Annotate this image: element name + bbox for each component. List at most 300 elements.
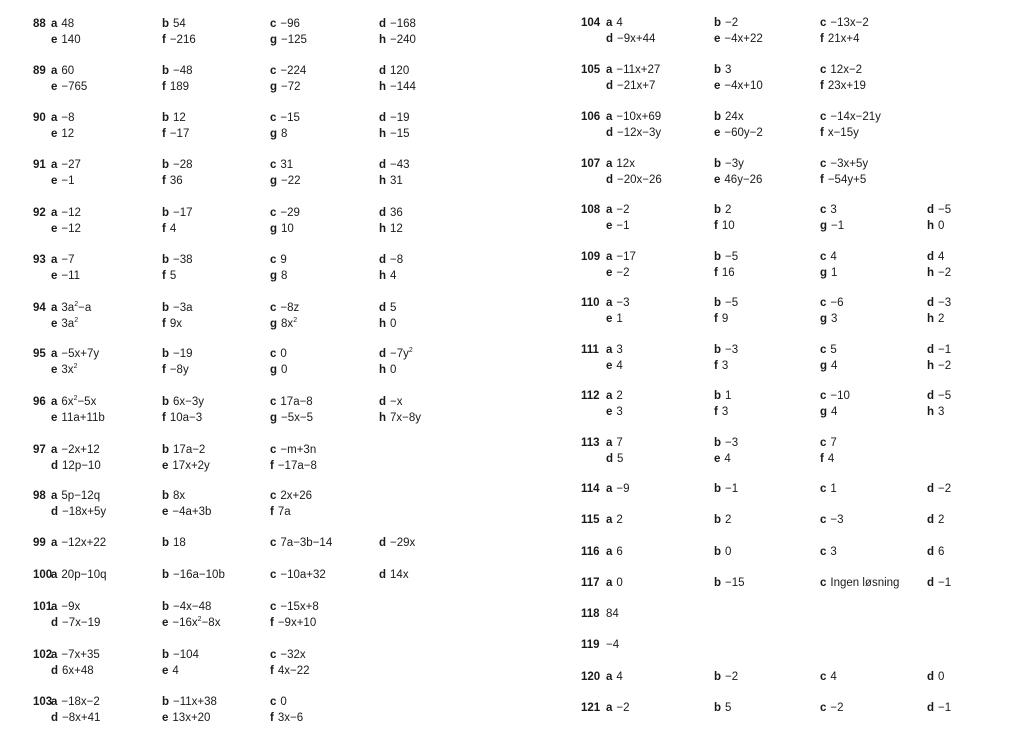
answer-value: −765 [61, 81, 88, 93]
answer-110-h [927, 311, 944, 327]
answer-letter: a [606, 111, 613, 123]
answer-91-g [270, 173, 301, 189]
exercise-number: 97 [33, 444, 46, 456]
answer-letter: f [162, 412, 166, 424]
answer-letter: f [820, 174, 824, 186]
answer-value: 12x−2 [830, 64, 863, 76]
answer-letter: g [270, 175, 278, 187]
answer-value: −15 [390, 128, 410, 140]
answer-value: −2 [938, 360, 952, 372]
answer-letter: c [820, 390, 827, 402]
answer-letter: c [820, 514, 827, 526]
answer-90-a [51, 110, 75, 126]
answer-115-a [606, 512, 623, 528]
answer-letter: d [379, 302, 387, 314]
answer-letter: b [714, 577, 722, 589]
answer-letter: e [714, 127, 721, 139]
answer-letter: b [162, 649, 170, 661]
answer-value: 24x [725, 111, 744, 123]
answer-104-b [714, 15, 738, 31]
answer-value: 120 [390, 65, 410, 77]
answer-value: 5 [169, 270, 177, 282]
answer-value: −1 [831, 220, 845, 232]
answer-97-f [270, 458, 317, 474]
answer-value: 189 [169, 81, 190, 93]
answer-111-g [820, 358, 837, 374]
answer-value: 9 [280, 254, 287, 266]
answer-value: −4x+10 [724, 80, 763, 92]
answer-value: Ingen løsning [830, 577, 900, 589]
answer-letter: a [51, 649, 58, 661]
answer-110-b [714, 295, 738, 311]
answer-value: 2 [616, 514, 623, 526]
answer-value: 4 [938, 251, 945, 263]
answer-value: −168 [390, 18, 416, 30]
answer-letter: e [606, 360, 613, 372]
answer-value: 2 [725, 514, 732, 526]
answer-88-a [51, 16, 74, 32]
answer-value: 4x−22 [277, 665, 310, 677]
answer-letter: h [927, 267, 935, 279]
answer-value: 20p−10q [61, 569, 107, 581]
answer-letter: a [606, 344, 613, 356]
answer-116-b [714, 544, 731, 560]
answer-letter: b [162, 18, 170, 30]
answer-letter: a [51, 207, 58, 219]
answer-110-f [714, 311, 728, 327]
answer-value: −144 [390, 81, 416, 93]
answer-letter: d [379, 537, 387, 549]
answer-value: −14x−21y [830, 111, 881, 123]
answer-value: −22 [281, 175, 301, 187]
answer-102-f [270, 663, 310, 679]
answer-116-d [927, 544, 944, 560]
answer-89-b [162, 63, 193, 79]
answer-letter: c [820, 251, 827, 263]
answer-110-e [606, 311, 623, 327]
answer-letter: a [51, 444, 58, 456]
answer-letter: g [270, 223, 278, 235]
answer-100-c [270, 567, 326, 583]
answer-121-d [927, 700, 951, 716]
answer-value: 12 [173, 112, 186, 124]
answer-92-h [379, 221, 403, 237]
answer-value: −4a+3b [172, 506, 212, 518]
answer-113-f [820, 451, 834, 467]
answer-value: 21x+4 [827, 33, 860, 45]
answer-letter: d [379, 569, 387, 581]
answer-value: 14x [390, 569, 409, 581]
answer-88-h [379, 32, 416, 48]
answer-letter: d [927, 251, 935, 263]
answer-value: −60y−2 [724, 127, 763, 139]
answer-value: 7a [277, 506, 291, 518]
answer-value: 36 [169, 175, 183, 187]
answer-value: 1 [616, 313, 623, 325]
answer-letter: g [270, 412, 278, 424]
answer-value: 9 [721, 313, 729, 325]
answer-92-b [162, 205, 193, 221]
answer-value: −11x+27 [616, 64, 661, 76]
answer-102-b [162, 647, 199, 663]
answer-value: 4 [830, 251, 837, 263]
answer-letter: c [270, 444, 277, 456]
answer-value: 1 [831, 267, 838, 279]
answer-109-e [606, 265, 630, 281]
answer-value: −2 [725, 671, 739, 683]
answer-letter: f [714, 406, 718, 418]
answer-106-b [714, 109, 744, 125]
answer-letter: c [820, 17, 827, 29]
answer-value: −17 [173, 207, 193, 219]
answer-value: −27 [61, 159, 81, 171]
answer-94-a [51, 300, 91, 316]
answer-108-c [820, 202, 837, 218]
answer-value: 31 [390, 175, 403, 187]
answer-95-f [162, 362, 189, 378]
answer-101-b [162, 599, 211, 615]
answer-value: −7 [61, 254, 75, 266]
answer-115-d [927, 512, 944, 528]
answer-value: 17x+2y [172, 460, 210, 472]
answer-letter: g [270, 81, 278, 93]
answer-letter: a [51, 537, 58, 549]
answer-letter: e [51, 175, 58, 187]
answer-letter: h [379, 318, 387, 330]
answer-letter: h [927, 220, 935, 232]
answer-92-d [379, 205, 403, 221]
answer-114-d [927, 481, 951, 497]
answer-98-e [162, 504, 211, 520]
answer-103-e [162, 710, 210, 726]
answer-value: −29x [390, 537, 416, 549]
answer-value: −1 [938, 577, 952, 589]
answer-letter: c [270, 112, 277, 124]
answer-109-h [927, 265, 951, 281]
answer-letter: e [606, 220, 613, 232]
answer-110-a [606, 295, 630, 311]
answer-91-c [270, 157, 293, 173]
answer-value: 5 [390, 302, 397, 314]
answer-value: 3 [616, 344, 623, 356]
answer-109-f [714, 265, 735, 281]
answer-101-c [270, 599, 319, 615]
answer-letter: c [820, 546, 827, 558]
answer-letter: h [927, 313, 935, 325]
answer-value: 4 [831, 406, 838, 418]
answer-value: 17a−2 [173, 444, 206, 456]
answer-letter: c [270, 696, 277, 708]
answer-100-b [162, 567, 225, 583]
answer-value: −20x−26 [617, 174, 662, 186]
answer-letter: a [51, 254, 58, 266]
answer-value: −8 [390, 254, 404, 266]
answer-value: −43 [390, 159, 410, 171]
answer-letter: d [927, 702, 935, 714]
answer-value: −1 [61, 175, 75, 187]
answer-value: 36 [390, 207, 403, 219]
answer-108-d [927, 202, 951, 218]
answer-95-b [162, 346, 193, 362]
answer-letter: f [162, 364, 166, 376]
answer-89-c [270, 63, 306, 79]
answer-letter: b [714, 437, 722, 449]
answer-letter: a [51, 601, 58, 613]
answer-94-c [270, 300, 299, 316]
answer-118 [606, 606, 619, 622]
answer-96-f [162, 410, 202, 426]
exercise-number: 88 [33, 18, 46, 30]
answer-117-c [820, 575, 899, 591]
answer-value: 7x−8y [390, 412, 422, 424]
answer-letter: d [379, 254, 387, 266]
answer-letter: f [714, 267, 718, 279]
exercise-number: 118 [581, 608, 600, 620]
answer-value: −216 [169, 34, 196, 46]
answer-98-d [51, 504, 106, 520]
answer-letter: c [270, 490, 277, 502]
answer-letter: a [606, 514, 613, 526]
answer-value: −9 [616, 483, 630, 495]
answer-letter: a [606, 297, 613, 309]
answer-value: 3 [831, 313, 838, 325]
answer-value: −125 [281, 34, 307, 46]
answer-value: −3 [616, 297, 630, 309]
answer-letter: e [51, 81, 58, 93]
answer-letter: h [379, 175, 387, 187]
answer-105-b [714, 62, 731, 78]
answer-letter: c [270, 159, 277, 171]
answer-116-a [606, 544, 623, 560]
answer-92-g [270, 221, 294, 237]
answer-94-f [162, 316, 182, 332]
answer-105-d [606, 78, 655, 94]
answer-value: −32x [280, 649, 306, 661]
answer-106-a [606, 109, 661, 125]
answer-value: 2 [725, 204, 732, 216]
answer-letter: e [606, 267, 613, 279]
answer-letter: d [927, 671, 935, 683]
answer-letter: e [714, 80, 721, 92]
answer-value: −3 [830, 514, 844, 526]
answer-letter: b [714, 390, 722, 402]
answer-value: 8 [281, 270, 288, 282]
answer-letter: b [714, 514, 722, 526]
answer-107-b [714, 156, 744, 172]
answer-value: −17a−8 [277, 460, 317, 472]
answer-96-c [270, 394, 313, 410]
answer-value: −21x+7 [617, 80, 656, 92]
answer-letter: a [606, 251, 613, 263]
answer-95-d [379, 346, 413, 362]
answer-117-b [714, 575, 745, 591]
answer-95-c [270, 346, 287, 362]
answer-111-a [606, 342, 623, 358]
answer-letter: c [820, 483, 827, 495]
answer-letter: c [820, 111, 827, 123]
answer-value: 6x−3y [173, 396, 205, 408]
answer-value: 0 [390, 364, 397, 376]
answer-letter: b [714, 17, 722, 29]
answer-94-g [270, 316, 297, 332]
answer-89-e [51, 79, 87, 95]
answer-103-d [51, 710, 100, 726]
answer-120-c [820, 669, 837, 685]
answer-105-f [820, 78, 866, 94]
answer-113-a [606, 435, 623, 451]
answer-103-f [270, 710, 303, 726]
answer-value: 7 [830, 437, 837, 449]
answer-value: 6x+48 [62, 665, 94, 677]
answer-99-d [379, 535, 415, 551]
answer-letter: f [162, 223, 166, 235]
answer-107-f [820, 172, 866, 188]
answer-letter: e [162, 460, 169, 472]
answer-value: 5 [617, 453, 624, 465]
answer-99-c [270, 535, 332, 551]
answer-88-g [270, 32, 307, 48]
answer-letter: a [606, 577, 613, 589]
answer-letter: g [270, 318, 278, 330]
answer-value: −2 [616, 204, 630, 216]
answer-value: 0 [938, 671, 945, 683]
answer-105-e [714, 78, 763, 94]
answer-letter: b [714, 111, 722, 123]
answer-value: −5 [938, 390, 952, 402]
answer-93-a [51, 252, 75, 268]
answer-89-g [270, 79, 301, 95]
answer-90-e [51, 126, 74, 142]
answer-value: −11 [61, 270, 81, 282]
answer-letter: g [820, 406, 828, 418]
answer-letter: d [606, 174, 614, 186]
answer-letter: e [162, 506, 169, 518]
answer-value: 4 [616, 671, 623, 683]
exercise-number: 121 [581, 702, 601, 714]
answer-letter: g [820, 313, 828, 325]
answer-106-e [714, 125, 763, 141]
answer-value: 2 [938, 313, 945, 325]
answer-value: −2 [938, 267, 952, 279]
answer-97-d [51, 458, 101, 474]
answer-value: −5x+7y [61, 348, 100, 360]
answer-109-a [606, 249, 636, 265]
answer-letter: c [270, 537, 277, 549]
answer-113-e [714, 451, 731, 467]
answer-value: −4x−48 [173, 601, 212, 613]
answer-letter: d [51, 712, 59, 724]
exercise-number: 101 [33, 601, 53, 613]
answer-101-d [51, 615, 100, 631]
answer-89-f [162, 79, 189, 95]
answer-91-f [162, 173, 183, 189]
answer-108-e [606, 218, 630, 234]
answer-value: −3 [938, 297, 952, 309]
answer-value: 2 [616, 390, 623, 402]
answer-value: 3 [830, 546, 837, 558]
answer-92-c [270, 205, 300, 221]
answer-value: −8y [169, 364, 189, 376]
exercise-number: 103 [33, 696, 53, 708]
answer-value: 1 [830, 483, 837, 495]
answer-102-d [51, 663, 94, 679]
answer-93-e [51, 268, 80, 284]
answer-value: 6 [616, 546, 623, 558]
answer-letter: g [270, 34, 278, 46]
answer-value: 84 [606, 608, 619, 620]
answer-value: 18 [173, 537, 186, 549]
answer-letter: d [379, 112, 387, 124]
answer-letter: a [606, 390, 613, 402]
exercise-number: 95 [33, 348, 46, 360]
answer-value: 1 [725, 390, 732, 402]
answer-value: $-16x^2-8x$ [172, 616, 221, 629]
answer-104-a [606, 15, 623, 31]
answer-108-f [714, 218, 735, 234]
answer-115-c [820, 512, 844, 528]
exercise-number: 106 [581, 111, 601, 123]
answer-93-f [162, 268, 176, 284]
answer-value: 12 [390, 223, 403, 235]
answer-89-d [379, 63, 409, 79]
answer-114-c [820, 481, 837, 497]
answer-88-d [379, 16, 416, 32]
answer-value: −19 [390, 112, 410, 124]
answer-letter: c [270, 207, 277, 219]
answer-92-a [51, 205, 81, 221]
answer-letter: d [606, 80, 614, 92]
answer-letter: b [714, 297, 722, 309]
answer-91-b [162, 157, 193, 173]
answer-letter: h [927, 406, 935, 418]
answer-94-d [379, 300, 396, 316]
answer-112-h [927, 404, 944, 420]
answer-letter: f [162, 34, 166, 46]
answer-value: 13x+20 [172, 712, 211, 724]
answer-letter: g [820, 267, 828, 279]
answer-letter: f [820, 127, 824, 139]
answer-88-c [270, 16, 300, 32]
answer-value: x−15y [827, 127, 859, 139]
answer-value: −12x+22 [61, 537, 107, 549]
answer-letter: g [270, 128, 278, 140]
answer-value: 2x+26 [280, 490, 313, 502]
answer-value: 4 [169, 223, 177, 235]
answer-letter: c [270, 18, 277, 30]
answer-letter: c [820, 702, 827, 714]
answer-value: 31 [280, 159, 294, 171]
answer-letter: h [379, 364, 387, 376]
answer-90-b [162, 110, 186, 126]
exercise-number: 104 [581, 17, 601, 29]
answer-letter: d [606, 127, 614, 139]
answer-91-e [51, 173, 75, 189]
answer-letter: h [379, 412, 387, 424]
exercise-number: 98 [33, 490, 46, 502]
answer-93-b [162, 252, 193, 268]
answer-value: −3y [725, 158, 744, 170]
answer-value: −13x−2 [830, 17, 869, 29]
answer-101-f [270, 615, 316, 631]
answer-98-a [51, 488, 100, 504]
answer-letter: b [162, 65, 170, 77]
answer-116-c [820, 544, 837, 560]
answer-letter: h [379, 81, 387, 93]
answer-value: 3 [938, 406, 945, 418]
answer-letter: d [379, 18, 387, 30]
answer-value: 0 [938, 220, 945, 232]
answer-value: −5x−5 [281, 412, 314, 424]
